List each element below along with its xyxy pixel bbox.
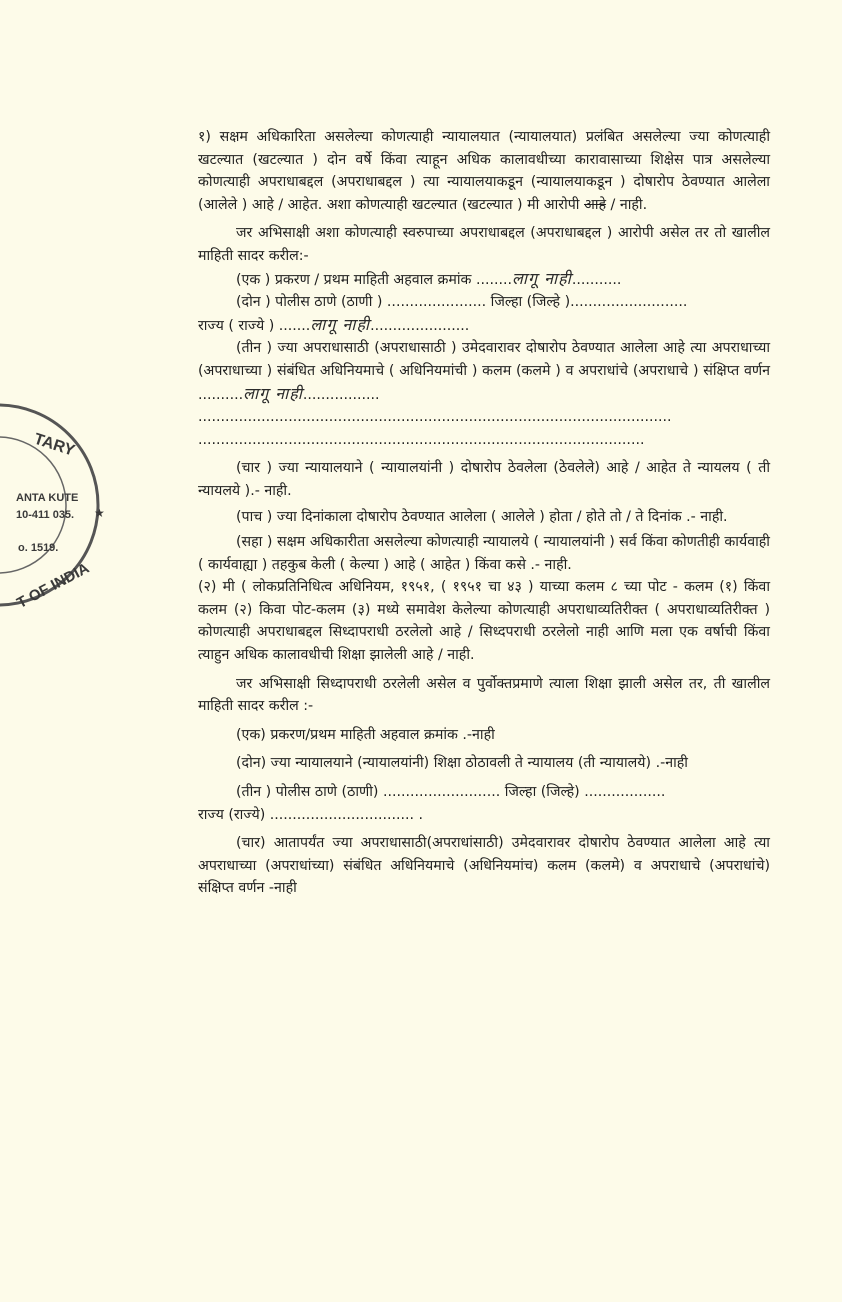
section-2-item-3-state: राज्य (राज्ये) ................................ . — [198, 806, 424, 823]
section-1-item-4: (चार ) ज्या न्यायालयाने ( न्यायालयांनी ) दोषारोप ठेवलेला (ठेवलेले) आहे / आहेत ते न्यायलय ( ती न्यायलये ).- नाही. — [198, 460, 770, 499]
dotted-line: ................................................................................................... — [198, 431, 645, 448]
section-1-item-6: (सहा ) सक्षम अधिकारीता असलेल्या कोणत्याही न्यायालये ( न्यायालयांनी ) सर्व किंवा कोणतीही कार्यवाही ( कार्यवाह्या ) तहकुब केली ( केल्या ) आहे ( आहेत ) किंवा कसे .- नाही. — [198, 534, 770, 573]
handwritten-entry: लागू नाही — [310, 314, 371, 334]
struck-word: आहे — [584, 196, 607, 213]
section-2-item-1: (एक) प्रकरण/प्रथम माहिती अहवाल क्रमांक .-नाही — [236, 726, 495, 743]
section-1-paragraph: १) सक्षम अधिकारिता असलेल्या कोणत्याही न्यायालयात (न्यायालयात) प्रलंबित असलेल्या ज्या कोणत्याही खटल्यात (खटल्यात ) दोन वर्षे किंवा त्याहून अधिक कालावधीच्या कारावासाच्या शिक्षेस पात्र असलेल्या कोणत्याही अपराधाबद्दल (अपराधाबद्दल ) त्या न्यायालयाकडून (न्यायालयाकडून ) दोषारोप ठेवण्यात आलेला (आलेले ) आहे / आहेत. अशा कोणत्याही खटल्यात (खटल्यात ) मी आरोपी आहे / नाही. — [198, 129, 770, 213]
section-1-item-3: (तीन ) ज्या अपराधासाठी (अपराधासाठी ) उमेदवारावर दोषारोप ठेवण्यात आलेला आहे त्या अपराधाच्या (अपराधाच्या ) संबंधित अधिनियमाचे ( अधिनियमांची ) कलम (कलमे ) व अपराधांचे (अपराधाचे ) संक्षिप्त वर्णन ..........लागू नाही................. — [198, 340, 770, 403]
stamp-star-icon: ★ — [94, 506, 105, 520]
stamp-text-number: o. 1519. — [18, 542, 59, 554]
section-2-item-2: (दोन) ज्या न्यायालयाने (न्यायालयांनी) शिक्षा ठोठावली ते न्यायालय (ती न्यायालये) .-नाही — [236, 755, 688, 772]
document-body — [198, 126, 770, 900]
section-1-item-1: (एक ) प्रकरण / प्रथम माहिती अहवाल क्रमांक ........लागू नाही........... — [236, 268, 622, 288]
section-1-item-5: (पाच ) ज्या दिनांकाला दोषारोप ठेवण्यात आलेला ( आलेले ) होता / होते तो / ते दिनांक .- नाही. — [236, 508, 728, 525]
section-1-item-2: (दोन ) पोलीस ठाणे (ठाणी ) ...................... जिल्हा (जिल्हे ).......................... — [236, 294, 688, 311]
section-2-item-3: (तीन ) पोलीस ठाणे (ठाणी) .......................... जिल्हा (जिल्हे) .................. — [236, 784, 666, 801]
section-2-paragraph: (२) मी ( लोकप्रतिनिधित्व अधिनियम, १९५१, ( १९५१ चा ४३ ) याच्या कलम ८ च्या पोट - कलम (१) किंवा कलम (२) किवा पोट-कलम (३) मध्ये समावेश केलेल्या कोणत्याही अपराधाव्यतिरीक्त ( अपराधाव्यतिरीक्त ) कोणत्याही अपराधाबद्दल सिध्दापराधी ठरलेलो आहे / सिध्दपराधी ठरलेलो नाही आणि मला एक वर्षाची किंवा त्याहुन अधिक कालावधीची शिक्षा झालेली आहे / नाही. — [198, 579, 770, 664]
dotted-line: ......................................................................................................... — [198, 409, 672, 426]
stamp-text-pin: 10-411 035. — [16, 509, 75, 521]
section-2-item-4: (चार) आतापर्यंत ज्या अपराधासाठी(अपराधांसाठी) उमेदवारावर दोषारोप ठेवण्यात आलेला आहे त्या अपराधाच्या (अपराधांच्या) संबंधित अधिनियमाचे (अधिनियमांच) कलम (कलमे) व अपराधाचे (अपराधांचे) संक्षिप्त वर्णन -नाही — [198, 835, 770, 897]
stamp-text-bottom: T OF INDIA — [14, 559, 93, 612]
handwritten-entry: लागू नाही — [512, 268, 572, 288]
stamp-text-name: ANTA KUTE — [16, 492, 79, 504]
section-1-item-2-state: राज्य ( राज्ये ) .......लागू नाही...................... — [198, 314, 470, 334]
section-1-intro: जर अभिसाक्षी अशा कोणत्याही स्वरुपाच्या अपराधाबद्दल (अपराधाबद्दल ) आरोपी असेल तर तो खालील माहिती सादर करील:- — [198, 225, 770, 264]
section-2-intro: जर अभिसाक्षी सिध्दापराधी ठरलेली असेल व पुर्वोक्तप्रमाणे त्याला शिक्षा झाली असेल तर, ती खालील माहिती सादर करील :- — [198, 675, 770, 715]
handwritten-entry: लागू नाही — [243, 383, 303, 403]
stamp-text-top: TARY — [31, 430, 77, 460]
notary-stamp — [0, 395, 118, 615]
